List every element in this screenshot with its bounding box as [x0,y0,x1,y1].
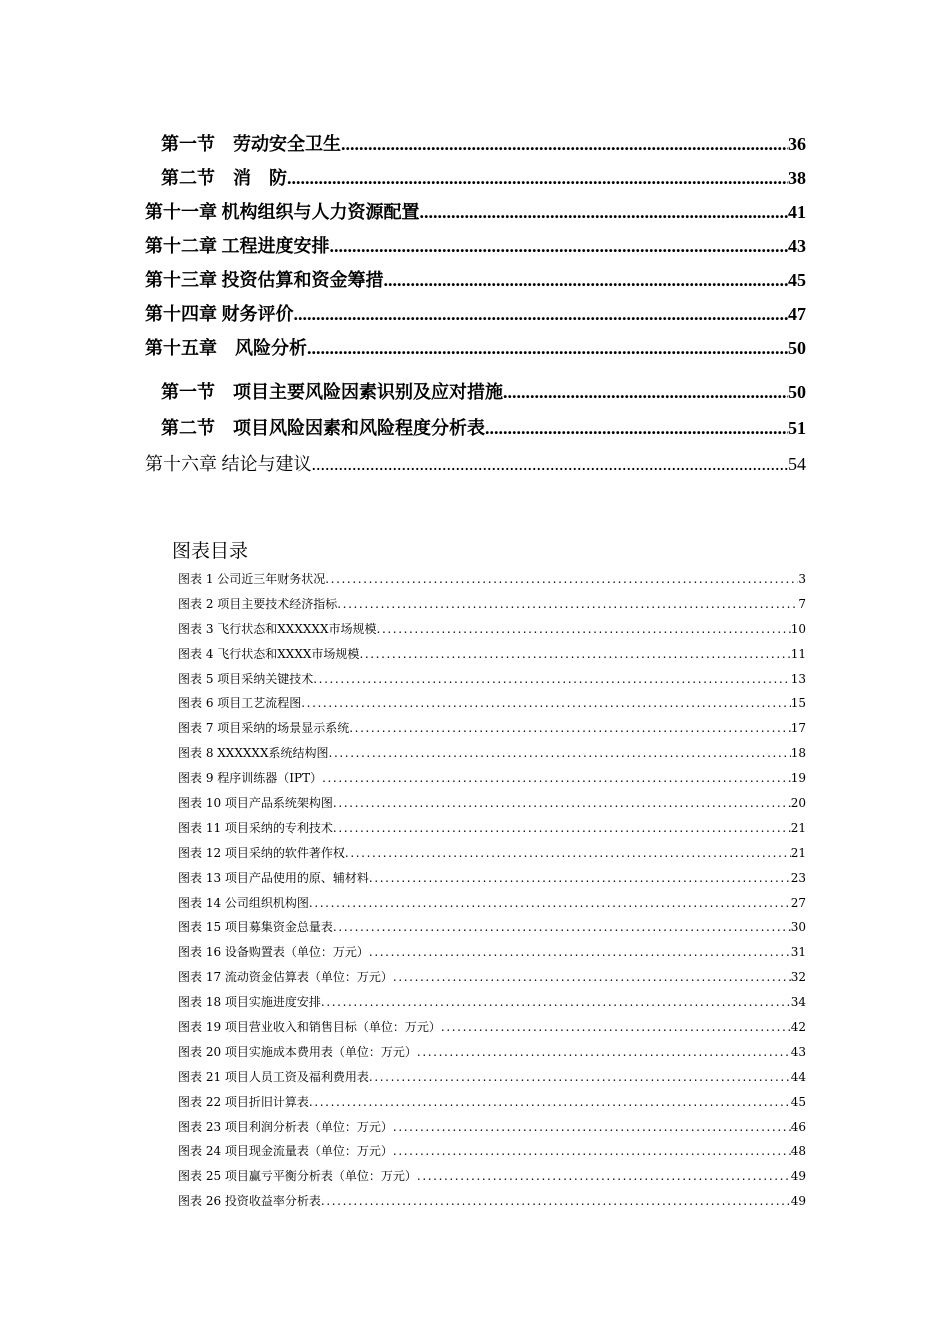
figure-entry[interactable] [178,1167,806,1192]
toc-entry-label: 第十四章 财务评价 [145,304,294,324]
figure-entry-page: 20 [790,796,806,811]
toc-entry[interactable] [145,164,806,198]
figure-entry-label: 图表 18 项目实施进度安排 [178,995,321,1010]
figure-entry-page: 19 [790,771,806,786]
figure-entry-page: 31 [790,945,806,960]
figure-entry-label: 图表 2 项目主要技术经济指标 [178,596,338,611]
figure-entry-page: 10 [790,621,806,636]
figure-entry[interactable] [178,620,806,645]
toc-entry-page: 45 [788,270,806,290]
figure-entry-label: 图表 23 项目利润分析表（单位：万元） [178,1119,393,1134]
figure-leader-dots [333,794,791,812]
figure-entry[interactable] [178,719,806,744]
figure-leader-dots [337,595,798,613]
figure-entry[interactable] [178,794,806,819]
figure-entry[interactable] [178,645,806,670]
toc-entry[interactable] [145,232,806,266]
toc-entry-label: 第二节 消 防 [161,168,287,188]
toc-entry[interactable] [145,300,806,334]
figure-entry[interactable] [178,595,806,620]
figure-entry-label: 图表 12 项目采纳的软件著作权 [178,845,345,860]
figure-entry-label: 图表 6 项目工艺流程图 [178,696,302,711]
figure-entry-page: 49 [790,1169,806,1184]
figure-leader-dots [325,570,798,588]
toc-leader-dots [330,236,789,257]
toc-entry[interactable] [145,130,806,164]
figure-entry[interactable] [178,1018,806,1043]
figure-entry[interactable] [178,844,806,869]
toc-entry-page: 54 [788,454,806,474]
toc-entry[interactable] [145,450,806,484]
toc-leader-dots [341,134,788,155]
toc-entry[interactable] [145,266,806,300]
figure-entry-page: 46 [790,1119,806,1134]
toc-entry-page: 38 [788,168,806,188]
figure-entry-page: 45 [790,1094,806,1109]
figure-leader-dots [329,744,791,762]
figure-entry-page: 49 [790,1194,806,1209]
toc-leader-dots [294,304,789,325]
toc-leader-dots [287,168,788,189]
figure-entry-page: 27 [790,895,806,910]
table-of-contents [145,130,806,484]
figure-entry-label: 图表 15 项目募集资金总量表 [178,920,333,935]
figure-entry[interactable] [178,1118,806,1143]
figure-leader-dots [309,894,791,912]
figure-leader-dots [349,719,790,737]
figure-leader-dots [322,769,791,787]
toc-entry[interactable] [145,198,806,232]
figure-entry-label: 图表 7 项目采纳的场景显示系统 [178,721,350,736]
figure-entry-page: 11 [790,646,806,661]
figure-leader-dots [369,869,791,887]
figure-leader-dots [417,1043,791,1061]
toc-leader-dots [420,202,789,223]
figure-entry-page: 34 [790,995,806,1010]
figure-leader-dots [369,1068,791,1086]
figure-entry[interactable] [178,993,806,1018]
toc-entry-label: 第十五章 风险分析 [145,338,307,358]
figures-list-title: 图表目录 [172,541,249,562]
figure-entry-page: 21 [790,820,806,835]
figure-entry-label: 图表 17 流动资金估算表（单位：万元） [178,970,393,985]
figure-entry-label: 图表 19 项目营业收入和销售目标（单位：万元） [178,1020,441,1035]
figure-entry-page: 3 [798,572,806,586]
figure-entry-page: 21 [790,845,806,860]
toc-entry-page: 50 [788,338,806,358]
figure-leader-dots [417,1167,791,1185]
figure-entry-label: 图表 5 项目采纳关键技术 [178,671,314,686]
toc-leader-dots [307,338,788,359]
figure-entry-page: 30 [790,920,806,935]
figure-entry-page: 32 [790,970,806,985]
toc-entry[interactable] [145,378,806,414]
toc-entry-label: 第一节 项目主要风险因素识别及应对措施 [161,382,503,402]
toc-entry-page: 47 [788,304,806,324]
toc-entry-page: 50 [788,382,806,402]
toc-entry-label: 第十二章 工程进度安排 [145,236,330,256]
figure-leader-dots [321,993,791,1011]
figure-entry[interactable] [178,694,806,719]
figure-entry-page: 7 [798,596,806,611]
figures-list [178,570,806,1217]
figure-entry[interactable] [178,819,806,844]
figure-entry-label: 图表 25 项目赢亏平衡分析表（单位：万元） [178,1169,417,1184]
figure-leader-dots [393,1118,791,1136]
figure-leader-dots [393,968,791,986]
figure-leader-dots [359,645,790,663]
toc-entry-label: 第一节 劳动安全卫生 [161,134,341,154]
figure-entry[interactable] [178,869,806,894]
figure-entry[interactable] [178,1192,806,1217]
figure-entry[interactable] [178,1142,806,1167]
toc-entry-page: 41 [788,202,806,222]
toc-entry-page: 51 [788,418,806,438]
toc-entry-page: 36 [788,134,806,154]
figure-entry-page: 44 [790,1069,806,1084]
figure-entry-label: 图表 10 项目产品系统架构图 [178,796,333,811]
figure-entry-label: 图表 16 设备购置表（单位：万元） [178,945,369,960]
figure-entry-label: 图表 21 项目人员工资及福利费用表 [178,1069,369,1084]
figure-entry[interactable] [178,968,806,993]
figure-leader-dots [313,670,790,688]
figure-leader-dots [345,844,791,862]
figure-entry-label: 图表 4 飞行状态和XXXX市场规模 [178,646,360,661]
figure-leader-dots [333,918,791,936]
toc-entry-label: 第十三章 投资估算和资金筹措 [145,270,384,290]
figure-entry[interactable] [178,1093,806,1118]
figure-entry-page: 13 [790,671,806,686]
figure-leader-dots [333,819,791,837]
figure-entry[interactable] [178,570,806,595]
figure-entry-label: 图表 26 投资收益率分析表 [178,1194,321,1209]
toc-entry-page: 43 [788,236,806,256]
figure-entry-page: 15 [790,696,806,711]
figure-entry-label: 图表 14 公司组织机构图 [178,895,309,910]
figure-entry-label: 图表 1 公司近三年财务状况 [178,572,326,586]
toc-leader-dots [312,454,789,475]
figure-leader-dots [393,1142,791,1160]
figure-entry-page: 48 [790,1144,806,1159]
figure-entry[interactable] [178,670,806,695]
figure-leader-dots [309,1093,791,1111]
toc-entry-label: 第十一章 机构组织与人力资源配置 [145,202,420,222]
figure-entry-page: 42 [790,1020,806,1035]
figure-entry-page: 17 [790,721,806,736]
figure-entry-page: 23 [790,870,806,885]
figure-entry[interactable] [178,744,806,769]
figure-entry-label: 图表 13 项目产品使用的原、辅材料 [178,870,369,885]
figure-leader-dots [377,620,791,638]
figure-entry-page: 43 [790,1044,806,1059]
figure-entry-label: 图表 22 项目折旧计算表 [178,1094,309,1109]
figure-leader-dots [441,1018,791,1036]
figure-entry-label: 图表 11 项目采纳的专利技术 [178,820,333,835]
figure-leader-dots [301,694,790,712]
figure-entry-page: 18 [790,746,806,761]
figure-entry-label: 图表 3 飞行状态和XXXXXX市场规模 [178,621,377,636]
figure-entry[interactable] [178,769,806,794]
figure-entry-label: 图表 24 项目现金流量表（单位：万元） [178,1144,393,1159]
figure-entry[interactable] [178,1068,806,1093]
figure-entry-label: 图表 8 XXXXXX系统结构图 [178,746,329,761]
toc-entry[interactable] [145,414,806,450]
toc-entry-label: 第二节 项目风险因素和风险程度分析表 [161,418,485,438]
figure-entry[interactable] [178,943,806,968]
toc-entry[interactable] [145,334,806,368]
figure-entry[interactable] [178,1043,806,1068]
toc-leader-dots [485,418,788,439]
figure-entry-label: 图表 20 项目实施成本费用表（单位：万元） [178,1044,417,1059]
toc-leader-dots [384,270,789,291]
figure-entry[interactable] [178,918,806,943]
figure-entry-label: 图表 9 程序训练器（IPT） [178,771,323,786]
figure-leader-dots [369,943,791,961]
figure-leader-dots [321,1192,791,1210]
toc-leader-dots [503,382,788,403]
figure-entry[interactable] [178,894,806,919]
toc-entry-label: 第十六章 结论与建议 [145,454,312,474]
